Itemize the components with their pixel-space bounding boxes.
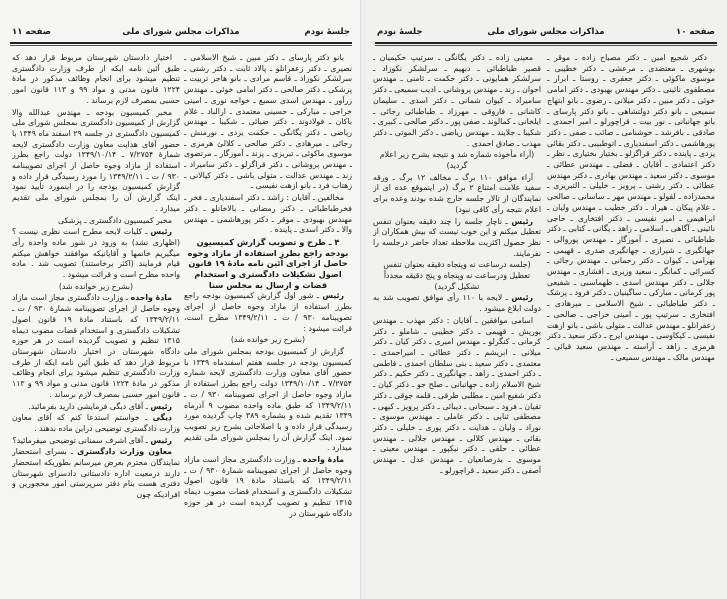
page-number: صفحه ۱۱ xyxy=(12,27,51,37)
parenthetical-note: (بشرح زیر خوانده شد) xyxy=(230,335,306,345)
session-label: جلسهٔ نودم xyxy=(304,27,350,37)
paragraph: دکتر شجیع امین ـ دکتر مصباح زاده ـ موقر ـ بوشهری ـ معتضدی ـ مرعشی ـ دکتر خطیبی ـ موسوی ماکوئی ـ دکتر جعفری ـ روستا ـ ابرار ـ مصطفوی نائینی ـ دکتر مهندس بهبودی ـ دکتر امامی خوئی ـ دکتر مبین ـ دکتر میلانی ـ رضوی ـ بانو ابتهاج سمیعی ـ بانو دکتر دولتشاهی ـ بانو دکتر پارسای ـ بانو جهانبانی ـ نور بیت ـ قراچورلو ـ امیر احمدی ـ صادقی ـ بافرشد ـ خوشنامی ـ صائب ـ صفی ـ دکتر پورهاشمی ـ دکتر اسفندیاری ـ اتوطبیبی ـ دکتر بقائی یزدی ـ پاینده ـ دکتر قراگزلو ـ بختیار بختیاری ـ نظر ـ دکتر اعتمادی ـ آقایان ـ فضلی ـ مهندس عطائی ـ موسوی ـ دکتر سعید ـ مهندس بهادری ـ دکتر مهندس عطائی ـ دکتر رشتی ـ پرویز ـ خلیلی ـ التبریزی ـ محمدزاده ـ لفولو ـ مهندس مهر ـ ساسانی ـ صالحی ـ غلام پیکان ـ هیراد ـ دکتر خطیب ـ مهندس ولیان ـ ابراهیمی ـ امیر نفیسی ـ دکتر افتخاری ـ حاجی نائینی ـ آگاهی ـ اسلامی ـ زاهد ـ یگانی ـ کتابی ـ دکتر طباطبائی ـ نصیری ـ آموزگار ـ مهندس پوروالی ـ جهانگیری ـ شیرازی ـ جهانگیری صدری ـ قهیمی ـ بهرامی ـ کیوان ـ دکتر رحمانی ـ مهندس رجائی ـ کسرائی ـ کمانگر ـ سعید وزیری ـ افشاری ـ مهندس جلالی ـ دکتر مهندس اسدی ـ طهماسبی ـ شفیعی پور کرمانی ـ مبارکی ـ ساگینیان ـ دکتر فرود ـ پزشک ـ دکتر طباطبائی ـ شیخ الاسلامی ـ میرهادی ـ افتخاری ـ سرتیپ پور ـ امینی خراجی ـ صالحی ـ زعفرانلو ـ مهندس عدالت ـ متولی باشی ـ بانو ازهت نفیسی ـ کیکاوسی ـ مهندس ایرج ـ دکتر سعید ـ دکتر هرمزی ـ زاهد ـ آراسته ـ مهندس سعید قیائی ـ مهندس مالک ـ مهندس سمیعی ـ xyxy=(547,53,715,362)
speaker-name: رئیس xyxy=(150,401,172,411)
text-column-left xyxy=(373,53,541,578)
paragraph: رئیس ـ لایحه با ۱۱۰ رأی موافق تصویب شد به دولت ابلاغ میشود . xyxy=(373,293,541,314)
paragraph: مخالفین ـ آقایان : راشد ـ دکتر اسفندیاری ـ فخر ـ فخرطباطبائی ـ دکتر رمضانی ـ بالاخانلو ـ دکتر مهندس بهبودی ـ موقر ـ دکتر پورهاشمی ـ مهندس والا ـ دکتر اسدی ـ پاینده . xyxy=(184,193,352,235)
page-header xyxy=(12,27,350,41)
left-page xyxy=(0,0,362,599)
header-rule xyxy=(375,42,717,44)
speaker-name: رئیس xyxy=(511,216,533,226)
paragraph: آراء موافق ۱۱۰ برگ ـ مخالف ۱۲ برگ ـ ورقه سفید علامت امتناع ۲ برگ (در اینموقع عده ای از نمایندگان از تالار جلسه خارج شده بودند وعده برای اعلام نتیجه رأی کافی نبود) xyxy=(373,172,541,214)
text-column-left xyxy=(12,53,180,578)
paragraph: رئیس ـ آقای اشرف سمنانی توضیحی میفرمائید؟ xyxy=(12,435,172,445)
speaker-name: رئیس xyxy=(150,435,172,445)
parenthetical-note: (بشرح زیر خوانده شد) xyxy=(58,281,134,291)
session-label: جلسهٔ نودم xyxy=(377,27,423,37)
speaker-name: دیگی xyxy=(152,413,172,423)
header-rule xyxy=(10,42,352,44)
text-column-right xyxy=(184,53,352,578)
paragraph: مخبر کمیسیون دادگستری ـ پزشکی xyxy=(57,215,172,225)
paragraph: رئیس ـ کلیات لایحه مطرح است نظری نیست ؟ (اظهاری نشد) به ورود در شور ماده واحده رأی میگیریم خانمها و آقایانیکه موافقند خواهش میکنم قیام فرمایند (اکثر برخاستند) تصویب شد . ماده واحده مطرح است و قرائت میشود . xyxy=(12,227,180,280)
parenthetical-note: (جلسه درساعت نه وپنجاه دقیقه بعنوان تنفس تعطیل ودرساعت نه وپنجاه و پنج دقیقه مجدداً تشکیل گردید) xyxy=(383,260,531,291)
paragraph: گزارش از کمیسیون بودجه بمجلس شورای ملی کمیسیون بودجه در جلسه هفتم اسفندماه ۱۳۴۹ با حضور آقای معاون وزارت دادگستری لایحه شماره ۷/۲۷۵۴ ـ ۱۳۴۹/۱۰/۱۴ دولت راجع بطرز استفاده از مازاد وجوه حاصل از اجرای تصویبنامه ۹۳۰ / ت ـ ۱۳۴۹/۲/۱۱ که طبق ماده واحده مصوب ۹ آذرماه ۱۳۴۹ تقدیم شده و بشماره ۳۸۹ چاپ گردیده مورد رسیدگی قرار داده و با اصلاحاتی بشرح زیر تصویب نمود. اینک گزارش آن را بمجلس شورای ملی تقدیم میدارد . xyxy=(184,346,352,453)
section-heading: ۴ ـ طرح و تصویب گزارش کمیسیون بودجه راجع بطرز استفاده از مازاد وجوه حاصل از اجرای آئین نامه مادهٔ ۱۹ قانون اصول تشکیلات دادگستری و استخدام قضات و ارسال به مجلس سنا xyxy=(187,236,349,290)
paragraph: بانو دکتر پارسای ـ دکتر مبین ـ شیخ الاسلامی ـ نصیری ـ دکتر زعفرانلو ـ پالاد ثابت ـ دکتر رشتی ـ سرلشکر نکوزاد ـ قاسم مرادی ـ بانو هاجر تربیت ـ پزشکی ـ دکتر صالحی ـ دکتر امامی خوئی ـ مهندس زرآور ـ مهندس اسدی سمیع ـ خواجه نوری ـ امینی خراجی ـ مبارکی ـ حسینی معتمدی ـ ارالباد ـ غلام باکان ـ فولادوند ـ دکتر ضیائی ـ شکیبا ـ مهندس ریاضی ـ دکتر یگانگی ـ حکمت یزدی ـ نورمنش ـ رجائی ـ میرهادی ـ دکتر صالحی ـ کلالئ هرمزی ـ موسوی ماکوئی ـ تبریزی ـ پزند ـ آموزگار ـ مرتضوی ـ مهندس پروشانی ـ دکتر قراگزلو ـ دکتر سامیراد ـ زند ـ مهندس عدالت ـ متولی باشی ـ دکتر کیالانی ـ زهتاب فرد ـ بانو ازهت نفیسی ـ xyxy=(184,53,352,191)
paragraph: اسامی موافقین ـ آقایان : دکتر مهذب ـ مهندس یوریش ـ قهیمی ـ دکتر خطیبی ـ شاملو ـ دکتر کرمانی ـ کنگرلو ـ مهندس امیری ـ دکتر کیان ـ دکتر میلانی ـ ابریشم ـ دکتر عطائی ـ امیراحمدی ـ معتمدی ـ دکتر سعید ـ بنی سلطان احمدی ـ فاطمی ـ دکتر احمدی ـ زاهد ـ جهانگیری ـ دکتر حکیم ـ دکتر شیخ الاسلام زاده ـ جهانبانی ـ صلح جو ـ دکتر کیان ـ دکتر شفیع امین ـ مطلبی طرقی ـ قلمه جوقی ـ دکتر تقیان ـ فرود ـ سبحانی ـ دیبائی ـ دکتر پرویز ـ کیهی ـ مصطفی ثناپی ـ دکتر عاملی ـ مهندس موسوی ـ نوراد ـ ولیان ـ هدایت ـ دکتر پوری ـ خلیلی ـ دکتر بقائی ـ مهندس کلالی ـ مهندس جلالی ـ مهندس عطائی ـ حلقی ـ دکتر نیکپور ـ مهندس معینی ـ موسوی ـ بدرصانعیان ـ مهندس عدل ـ مهندس آصفی ـ دکتر سعید ـ قراچورلو ـ xyxy=(373,315,541,475)
page-number: صفحه ۱۰ xyxy=(676,27,715,37)
running-title: مذاکرات مجلس شورای ملی xyxy=(487,27,605,37)
paragraph: رئیس ـ شور اول گزارش کمیسیون بودجه راجع بطرز استفاده از مازاد وجوه حاصل از اجرای تصویبنامه ۹۳۰ / ت ـ ۱۳۴۹/۲/۱۱ مطرح است، قرائت میشود : xyxy=(184,291,352,333)
running-title: مذاکرات مجلس شورای ملی xyxy=(122,27,240,37)
speaker-name: مادهٔ واحده xyxy=(130,293,173,303)
parenthetical-note: (آراء مأخوذه شماره شد و نتیجه بشرح زیر اعلام گردید) xyxy=(379,150,535,171)
speaker-name: رئیس xyxy=(150,227,172,237)
paragraph: مادهٔ واحده ـ وزارت دادگستری مجاز است مازاد وجوه حاصل از اجرای تصویبنامه شمارهٔ ۹۳۰ / ت ـ ۱۳۴۹/۲/۱۱ که باستناد مادهٔ ۱۹ قانون اصول تشکیلات دادگستری و استخدام قضات مصوب دیماه ۱۳۱۵ تنظیم و تصویب گردیده است در هر حوزه دادگاه شهرستان در اختیار دادستان شهرستان مربوط قرار دهد که طبق آئین نامه ایکه از طرف وزارت دادگستری تنظیم میشود برای انجام وظائف مذکور در مادهٔ ۱۲۲۴ قانون مدنی و مواد ۹۹ و ۱۱۳ قانون امور حسبی بمصرف لازم برساند . xyxy=(12,293,180,399)
paragraph: معاون وزارت دادگستری ـ بسرای استحضار نمایندگان محترم بعرض میرسانم بطوریکه استحضار دارند درمعیت اداره دادستانی دادسرای شهرستان دفتری هست بنام دفتر سرپرستی امور محجورین و افرادیکه چون xyxy=(12,447,180,500)
paragraph: رئیس ـ آقای دیگی فرمایشی دارید بفرمائید. xyxy=(28,401,172,411)
header-rule-thin xyxy=(375,45,717,46)
speaker-name: معاون وزارت دادگستری xyxy=(77,447,172,457)
text-column-right xyxy=(547,53,715,578)
paragraph: رئیس ـ ناچار جلسه را چند دقیقه بعنوان تنفس تعطیل میکنم و این خوب نیست که بیش همکاران از نظر حصول اکثریت ملاحظه تعداد حاضر درجلسه را نفرمایند. xyxy=(373,216,541,258)
right-page xyxy=(365,0,727,599)
paragraph: مخبر کمیسیون بودجه ـ مهندس عبدالله والا گزارش از کمیسیون دادگستری بمجلس شورای ملی کمیسیون دادگستری در جلسه ۲۹ اسفند ماه ۱۳۴۹ با حضور آقای هدایت معاون وزارت دادگستری لایحه شمارهٔ ۷/۲۷۵۴ ـ ۱۳۴۹/۱۰/۱۴ دولت راجع بطرز استفاده از مازاد وجوه حاصل از اجرای تصویبنامه ۹۳۰ / ت ـ ۱۳۴۹/۲/۱۱ را مورد رسیدگی قرار داده و گزارش کمیسیون بودجه را در اینمورد تأیید نمود اینک گزارش آن را بمجلس شورای ملی تقدیم میدارد . xyxy=(12,107,180,213)
paragraph: معینی زاده ـ دکتر یگانگی ـ سرتیپ حکیمیان ـ قصیر طباطبائی ـ دبهیم ـ سرلشکر نکوزاد ـ سرلشکر همایونی ـ دکتر حکمت ـ ثامنی ـ مهندس احوان ـ زند ـ مهندس پروشانی ـ ادیب سمیعی ـ دکتر سامیراد ـ کیوان شمانی ـ دکتر اسدی ـ سلیمان کاشانی ـ فاروقی ـ مهرزاد ـ طباطبائی رجائی ـ ایلخانی ـ کمالوند ـ صفی پور ـ دکتر صالحی ـ کبیری ـ شکیبا ـ جلایند ـ مهندس ریاضی ـ دکتر الموتی ـ دکتر مهذب ـ صادق احمدی . xyxy=(373,53,541,148)
page-header xyxy=(377,27,715,41)
paragraph: مادهٔ واحده ـ وزارت دادگستری مجاز است مازاد وجوه حاصل از اجرای تصویبنامه شمارهٔ ۹۳۰ / ت ـ ۱۳۴۹/۲/۱۱ که باستناد مادهٔ ۱۹ قانون اصول تشکیلات دادگستری و استخدام قضات مصوب دیماه ۱۳۱۵ تنظیم و تصویب گردیده است در هر حوزه دادگاه شهرستان در xyxy=(184,455,352,518)
paragraph: دیگی ـ خواستم استدعا کنم که آقای معاون وزارت دادگستری توضیحی دراین ماده بدهند . xyxy=(12,413,180,433)
speaker-name: مادهٔ واحده xyxy=(302,455,345,465)
paragraph: اختیار دادستان شهرستان مربوط قرار دهد که طبق آئین نامه ایکه از طرف وزارت دادگستری تنظیم میشود برای انجام وظائف مذکور در مادهٔ ۱۲۲۴ قانون مدنی و مواد ۹۹ و ۱۱۳ قانون امور حسبی بمصرف لازم برساند . xyxy=(12,53,180,105)
speaker-name: رئیس xyxy=(511,293,533,303)
header-rule-thin xyxy=(10,45,352,46)
speaker-name: رئیس xyxy=(322,291,344,301)
